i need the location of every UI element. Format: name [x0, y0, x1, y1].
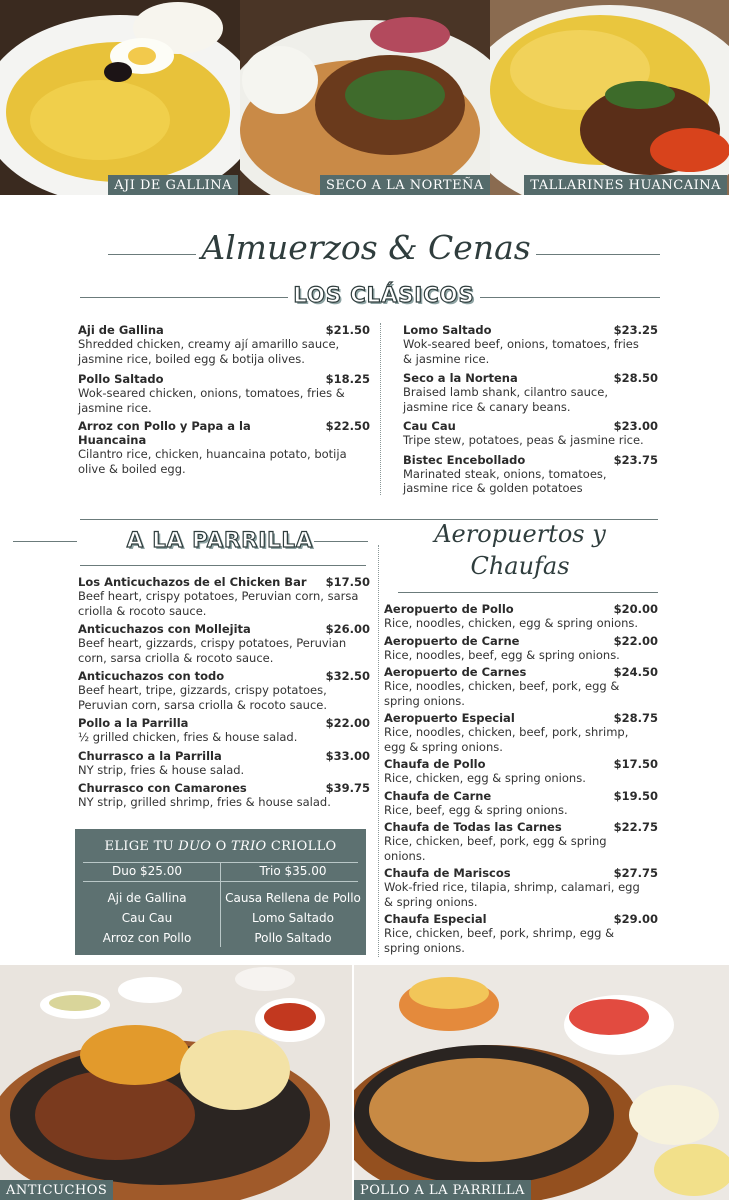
menu-item — [78, 781, 370, 810]
menu-item — [384, 602, 658, 631]
menu-item-description: Rice, chicken, beef, pork, egg & spring onions. — [384, 834, 607, 863]
menu-item-price: $33.00 — [325, 748, 370, 763]
menu-item-name: Arroz con Pollo y Papa a la Huancaina — [78, 419, 251, 447]
menu-item-name: Cau Cau — [403, 419, 456, 433]
divider — [314, 541, 368, 542]
divider — [536, 254, 660, 255]
menu-item-description: Rice, chicken, beef, pork, shrimp, egg & spring onions. — [384, 926, 615, 955]
menu-item — [78, 622, 370, 665]
trio-option: Pollo Saltado — [254, 931, 332, 945]
menu-item-description: Rice, noodles, chicken, beef, pork, shrimp, egg & spring onions. — [384, 725, 629, 754]
menu-item-description: Wok-seared chicken, onions, tomatoes, fries & jasmine rice. — [78, 386, 345, 415]
menu-item — [78, 575, 370, 618]
menu-item-price: $29.00 — [613, 912, 658, 926]
section-title-parrilla: A LA PARRILLA — [126, 528, 314, 552]
duo-title-part: O — [211, 839, 232, 854]
menu-item-price: $20.00 — [613, 602, 658, 616]
menu-item-name: Chaufa de Carne — [384, 788, 492, 803]
menu-item-name: Pollo Saltado — [78, 372, 164, 386]
menu-item-name: Lomo Saltado — [403, 323, 492, 337]
menu-item-name: Los Anticuchazos de el Chicken Bar — [78, 575, 307, 589]
menu-item — [384, 757, 658, 786]
menu-item-price: $22.00 — [613, 633, 658, 648]
menu-item-name: Anticuchazos con todo — [78, 669, 225, 683]
menu-item-description: Rice, noodles, chicken, egg & spring onions. — [384, 616, 639, 630]
photo-anticuchos — [0, 965, 352, 1200]
menu-item-description: Beef heart, gizzards, crispy potatoes, Peruvian corn, sarsa criolla & rocoto sauce. — [78, 636, 347, 665]
menu-item-name: Aeropuerto Especial — [384, 711, 515, 725]
photo-aji-de-gallina — [0, 0, 240, 195]
column-divider — [378, 545, 379, 957]
duo-title-part: ELIGE TU — [104, 839, 179, 854]
aeropuertos-column — [384, 602, 658, 958]
menu-item-price: $17.50 — [613, 757, 658, 771]
menu-item-description: Wok-fried rice, tilapia, shrimp, calamari, egg & spring onions. — [384, 880, 640, 909]
menu-item-name: Chaufa de Mariscos — [384, 866, 511, 880]
menu-item — [384, 866, 658, 909]
menu-item-price: $27.75 — [613, 866, 658, 880]
duo-title-duo: DUO — [178, 839, 212, 854]
menu-item-description: Rice, noodles, beef, egg & spring onions. — [384, 647, 620, 662]
menu-item-price: $24.50 — [613, 665, 658, 679]
menu-item-price: $39.75 — [325, 781, 370, 795]
menu-item-name: Pollo a la Parrilla — [78, 716, 189, 730]
photo-label: POLLO A LA PARRILLA — [354, 1180, 531, 1200]
menu-item-description: Cilantro rice, chicken, huancaina potato, botija olive & boiled egg. — [78, 447, 347, 476]
section-title-clasicos: LOS CLÁSICOS — [293, 283, 475, 307]
section-title-aeropuertos-line1: Aeropuertos y — [434, 520, 606, 548]
menu-item — [403, 453, 658, 496]
duo-option: Aji de Gallina — [107, 891, 187, 905]
divider — [108, 254, 196, 255]
menu-item-price: $28.50 — [613, 371, 658, 385]
divider — [80, 297, 288, 298]
menu-item-name: Aeropuerto de Carnes — [384, 665, 527, 679]
photo-seco-a-la-nortena — [240, 0, 490, 195]
duo-trio-box — [75, 829, 366, 955]
menu-item — [78, 716, 370, 745]
menu-item-description: Beef heart, tripe, gizzards, crispy potatoes, Peruvian corn, sarsa criolla & rocoto sauce. — [78, 683, 328, 712]
duo-option: Cau Cau — [121, 911, 173, 925]
menu-item-description: Wok-seared beef, onions, tomatoes, fries & jasmine rice. — [403, 337, 639, 366]
menu-item — [384, 711, 658, 754]
menu-item-description: Rice, noodles, chicken, beef, pork, egg & spring onions. — [384, 679, 620, 708]
menu-item-price: $22.00 — [325, 716, 370, 730]
duo-title-trio: TRIO — [231, 839, 267, 854]
menu-item-price: $23.25 — [613, 323, 658, 337]
menu-item — [78, 749, 370, 778]
menu-item — [78, 372, 370, 415]
menu-item — [403, 371, 658, 414]
duo-vertical-divider — [220, 863, 221, 947]
photo-label: ANTICUCHOS — [0, 1180, 113, 1200]
menu-item-price: $23.75 — [613, 452, 658, 467]
menu-item-price: $21.50 — [325, 323, 370, 337]
menu-item-name: Churrasco con Camarones — [78, 781, 247, 795]
trio-option: Lomo Saltado — [252, 911, 334, 925]
menu-item-description: ½ grilled chicken, fries & house salad. — [78, 730, 298, 744]
menu-item-description: Rice, beef, egg & spring onions. — [384, 802, 568, 817]
parrilla-column — [78, 575, 370, 813]
menu-item-name: Chaufa de Todas las Carnes — [384, 820, 562, 834]
section-title-aeropuertos-line2: Chaufas — [470, 552, 570, 580]
divider — [13, 541, 77, 542]
photo-label: SECO A LA NORTEÑA — [320, 175, 490, 195]
menu-item — [78, 669, 370, 712]
duo-option: Arroz con Pollo — [102, 931, 192, 945]
menu-item-name: Aeropuerto de Carne — [384, 633, 520, 648]
menu-item — [384, 665, 658, 708]
menu-item-name: Anticuchazos con Mollejita — [78, 622, 251, 636]
menu-item-name: Churrasco a la Parrilla — [78, 748, 222, 763]
menu-item — [403, 419, 658, 448]
divider — [80, 565, 366, 566]
page-title: Almuerzos & Cenas — [201, 228, 531, 267]
menu-item-description: Marinated steak, onions, tomatoes, jasmine rice & golden potatoes — [403, 466, 607, 495]
menu-item — [384, 820, 658, 863]
divider — [480, 297, 660, 298]
menu-item-name: Seco a la Nortena — [403, 371, 518, 385]
menu-item-price: $32.50 — [325, 669, 370, 683]
menu-item-description: Shredded chicken, creamy ají amarillo sauce, jasmine rice, boiled egg & botija olives. — [78, 337, 340, 366]
menu-item-description: Beef heart, crispy potatoes, Peruvian corn, sarsa criolla & rocoto sauce. — [78, 589, 359, 618]
menu-item-name: Aeropuerto de Pollo — [384, 602, 514, 616]
menu-item — [78, 323, 370, 366]
menu-item — [384, 912, 658, 955]
column-divider — [380, 323, 381, 495]
menu-item-description: NY strip, grilled shrimp, fries & house salad. — [78, 795, 331, 809]
divider — [398, 592, 658, 593]
menu-item-price: $22.75 — [613, 820, 658, 834]
menu-item-description: Tripe stew, potatoes, peas & jasmine rice. — [403, 433, 644, 447]
duo-title-part: CRIOLLO — [266, 839, 337, 854]
menu-item — [384, 789, 658, 818]
menu-item-name: Chaufa de Pollo — [384, 757, 486, 771]
menu-item-price: $28.75 — [613, 711, 658, 725]
duo-price: Duo $25.00 — [112, 864, 182, 878]
clasicos-right-column — [403, 323, 658, 499]
menu-item-name: Aji de Gallina — [78, 323, 164, 337]
menu-item-price: $26.00 — [325, 622, 370, 636]
photo-label: TALLARINES HUANCAINA — [524, 175, 727, 195]
menu-item-description: Rice, chicken, egg & spring onions. — [384, 771, 586, 785]
menu-item-price: $17.50 — [325, 575, 370, 589]
photo-tallarines-huancaina — [490, 0, 729, 195]
menu-item-description: Braised lamb shank, cilantro sauce, jasmine rice & canary beans. — [403, 385, 608, 414]
menu-item — [403, 323, 658, 366]
menu-item-price: $23.00 — [613, 419, 658, 433]
photo-pollo-a-la-parrilla — [354, 965, 729, 1200]
menu-item-price: $19.50 — [613, 788, 658, 803]
menu-item-price: $18.25 — [325, 372, 370, 386]
menu-item-description: NY strip, fries & house salad. — [78, 762, 245, 777]
clasicos-left-column — [78, 323, 370, 479]
photo-label: AJI DE GALLINA — [108, 175, 238, 195]
menu-item-name: Chaufa Especial — [384, 912, 487, 926]
menu-item — [384, 634, 658, 663]
trio-option: Causa Rellena de Pollo — [225, 891, 361, 905]
menu-item — [78, 419, 370, 476]
menu-item-name: Bistec Encebollado — [403, 452, 526, 467]
menu-item-price: $22.50 — [325, 419, 370, 433]
duo-trio-title — [75, 839, 366, 854]
trio-price: Trio $35.00 — [259, 864, 327, 878]
